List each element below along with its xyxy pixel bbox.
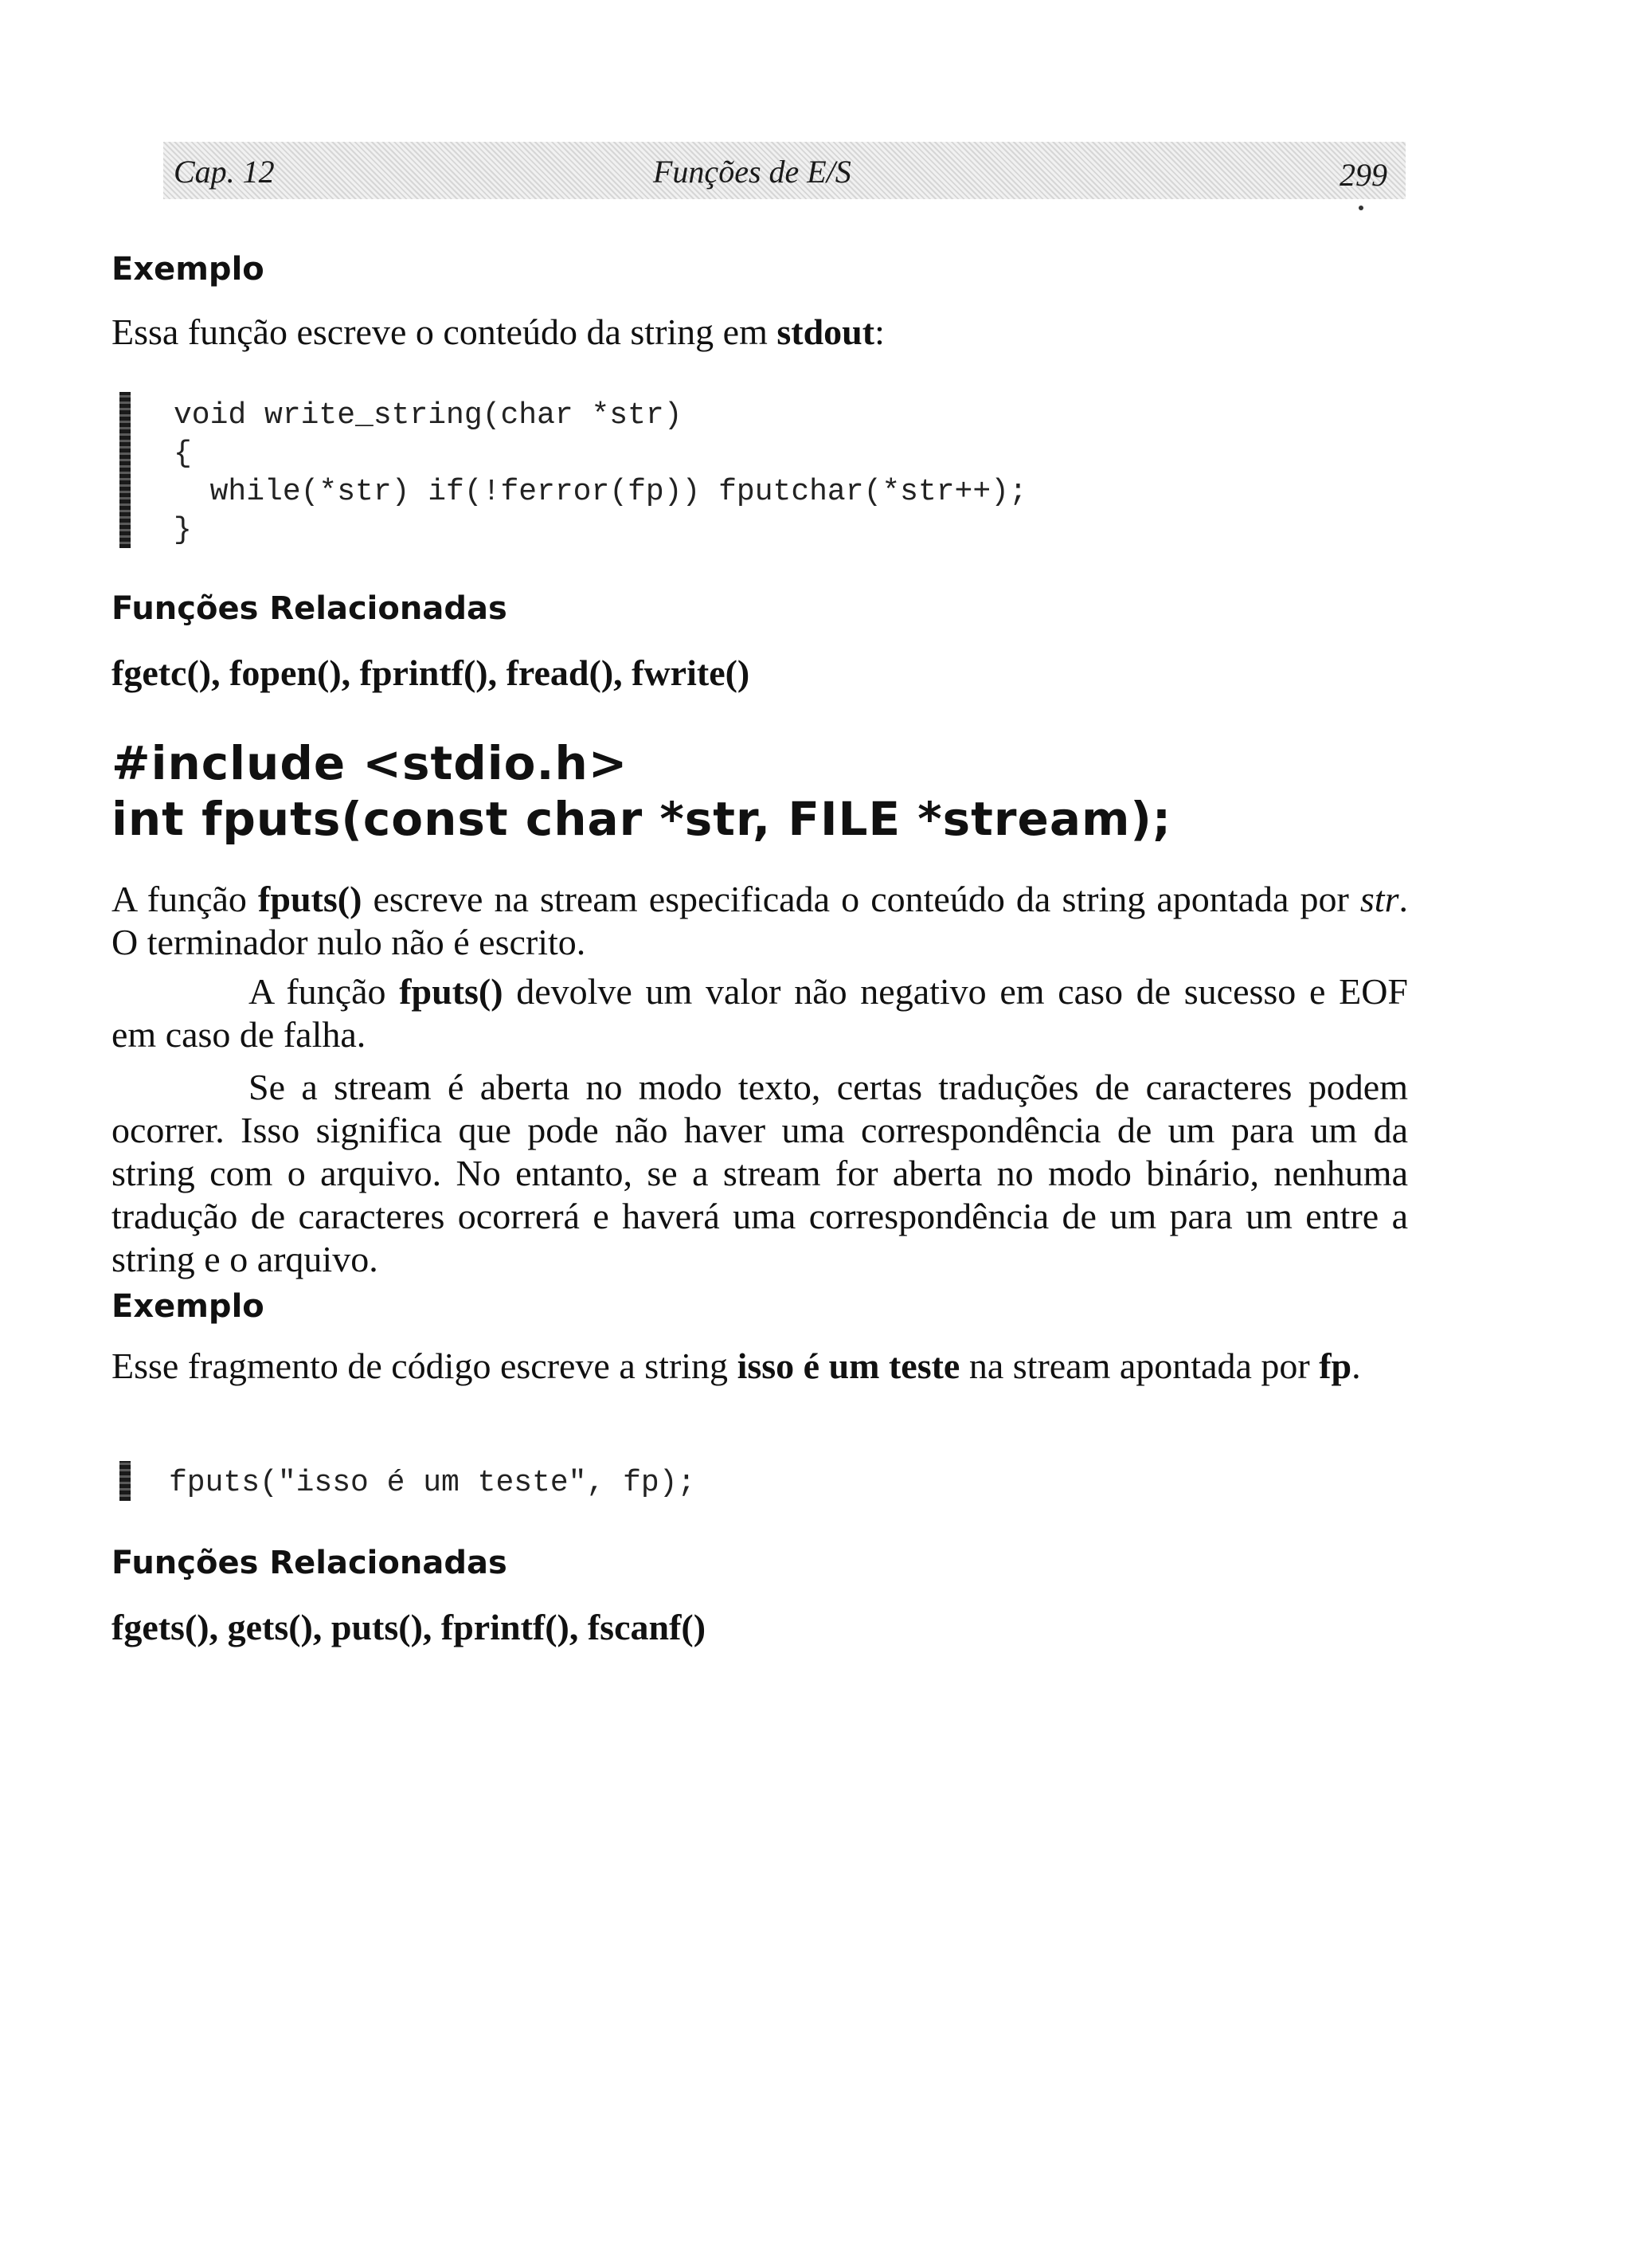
related-functions-1: fgetc(), fopen(), fprintf(), fread(), fwrite() [111, 652, 750, 693]
related-heading-2: Funções Relacionadas [111, 1545, 507, 1581]
description-paragraph-1: A função fputs() escreve na stream especificada o conteúdo da string apontada por str. O terminador nulo não é escrito. [111, 879, 1408, 962]
related-heading-1: Funções Relacionadas [111, 590, 507, 627]
example-heading-2: Exemplo [111, 1288, 264, 1325]
code-block-marker-2 [119, 1461, 131, 1501]
prototype-include: #include <stdio.h> [111, 736, 628, 790]
code-line: { [174, 437, 192, 471]
code-block-marker-1 [119, 392, 131, 548]
page-number: 299 [1340, 157, 1387, 193]
code-line: } [174, 513, 192, 547]
code-line: while(*str) if(!ferror(fp)) fputchar(*str++); [174, 475, 1027, 509]
example-intro-1: Essa função escreve o conteúdo da string em stdout: [111, 311, 885, 352]
scan-artifact-dot [1359, 206, 1363, 210]
description-paragraph-3: Se a stream é aberta no modo texto, certas traduções de caracteres podem ocorrer. Isso significa que pode não haver uma correspondência de um para um da string com o arquivo. No entanto, se a stream for aberta no modo binário, nenhuma tradução de caracteres ocorrerá e haverá uma correspondência de um para um entre a string e o arquivo. [111, 1067, 1408, 1279]
running-title: Funções de E/S [653, 154, 851, 190]
description-paragraph-2: A função fputs() devolve um valor não negativo em caso de sucesso e EOF em caso de falha. [111, 971, 1408, 1055]
chapter-label: Cap. 12 [174, 154, 275, 190]
related-functions-2: fgets(), gets(), puts(), fprintf(), fscanf() [111, 1607, 706, 1647]
example-heading-1: Exemplo [111, 251, 264, 288]
code-line: fputs("isso é um teste", fp); [169, 1466, 696, 1500]
prototype-signature: int fputs(const char *str, FILE *stream); [111, 792, 1172, 846]
example-intro-2: Esse fragmento de código escreve a string isso é um teste na stream apontada por fp. [111, 1346, 1361, 1386]
code-line: void write_string(char *str) [174, 398, 683, 433]
